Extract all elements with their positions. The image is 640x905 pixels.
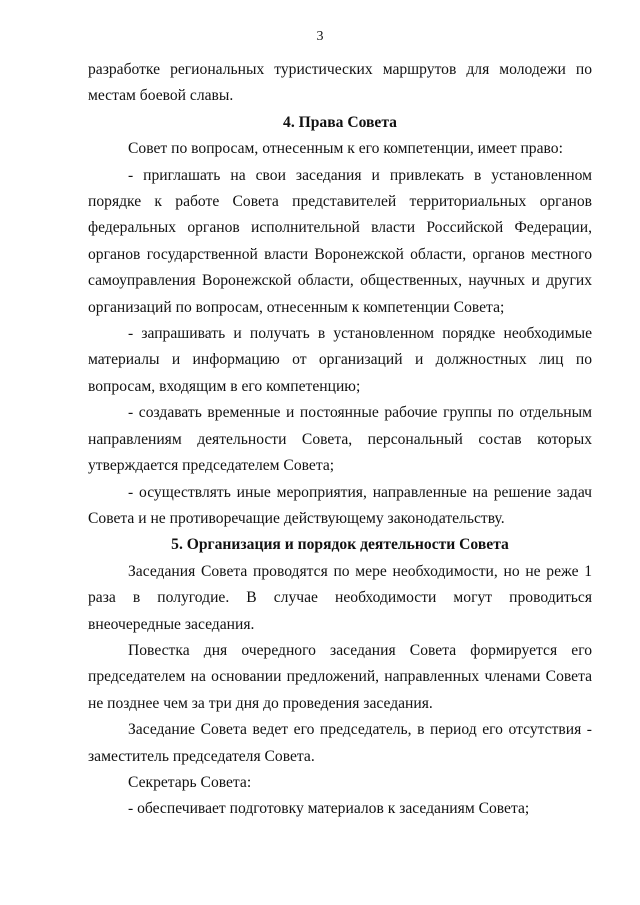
- section-4-item: - осуществлять иные мероприятия, направленные на решение задач Совета и не противоречащие действующему законодательству.: [88, 483, 592, 527]
- section-5-paragraph: Заседание Совета ведет его председатель, в период его отсутствия - заместитель председателя Совета.: [88, 721, 592, 765]
- section-4-item: - запрашивать и получать в установленном порядке необходимые материалы и информацию от организаций и должностных лиц по вопросам, входящим в его компетенцию;: [88, 325, 592, 395]
- section-4-heading: 4. Права Совета: [283, 113, 397, 131]
- page-number: 3: [316, 29, 324, 44]
- section-4-intro: Совет по вопросам, отнесенным к его компетенции, имеет право:: [128, 140, 563, 158]
- section-4-item: - приглашать на свои заседания и привлекать в установленном порядке к работе Совета представителей территориальных органов федеральных органов исполнительной власти Российской Федерации, органов государственной власти Воронежской области, органов местного самоуправления Воронежской области, общественных, научных и других организаций по вопросам, отнесенным к компетенции Совета;: [88, 166, 592, 316]
- section-5-paragraph: Повестка дня очередного заседания Совета формируется его председателем на основании предложений, направленных членами Совета не позднее чем за три дня до проведения заседания.: [88, 641, 592, 712]
- section-5-paragraph: Заседания Совета проводятся по мере необходимости, но не реже 1 раза в полугодие. В случае необходимости могут проводиться внеочередные заседания.: [88, 562, 592, 633]
- section-5-paragraph: Секретарь Совета:: [128, 773, 252, 791]
- document-body: [88, 57, 592, 823]
- paragraph-continuation: разработке региональных туристических маршрутов для молодежи по местам боевой славы.: [88, 61, 592, 105]
- section-4-item: - создавать временные и постоянные рабочие группы по отдельным направлениям деятельности Совета, персональный состав которых утверждается председателем Совета;: [88, 404, 592, 475]
- section-5-heading: 5. Организация и порядок деятельности Совета: [171, 536, 509, 554]
- section-5-paragraph: - обеспечивает подготовку материалов к заседаниям Совета;: [128, 800, 530, 818]
